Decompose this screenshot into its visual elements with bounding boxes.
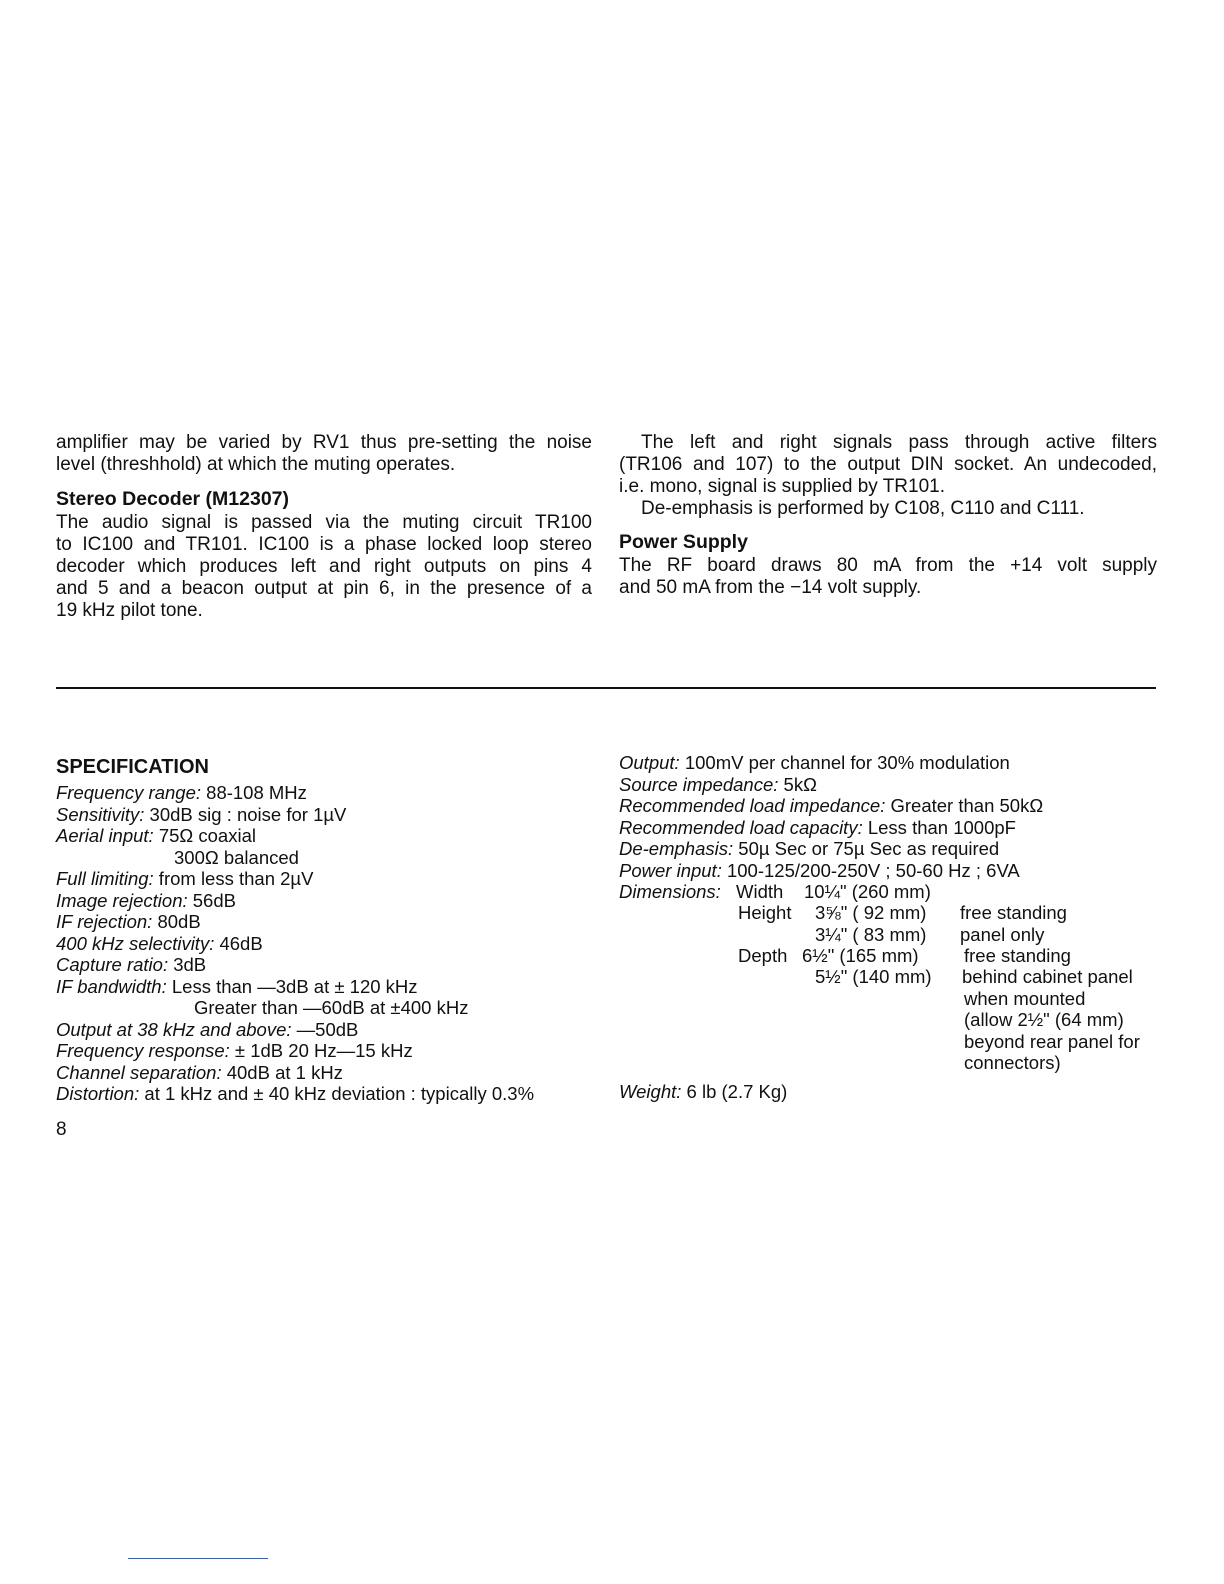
spec-label: Full limiting: — [56, 868, 154, 889]
spec-value: 40dB at 1 kHz — [221, 1061, 343, 1083]
spec-row-source-impedance — [619, 774, 1164, 796]
spec-left-column — [56, 755, 601, 1141]
dimensions-height-2-note: panel only — [960, 924, 1045, 945]
spec-row-channel-separation — [56, 1062, 601, 1084]
spec-heading: SPECIFICATION — [56, 756, 209, 778]
spec-label: Power input: — [619, 859, 722, 881]
body-line: amplifier may be varied by RV1 thus pre-setting the noise — [56, 432, 592, 453]
spec-row-output-38khz — [56, 1019, 601, 1041]
spec-label: Weight: — [619, 1081, 682, 1102]
body-line: and 50 mA from the −14 volt supply. — [619, 577, 922, 598]
spec-row-output — [619, 752, 1164, 774]
spec-row-load-impedance — [619, 795, 1164, 817]
spec-value: 100mV per channel for 30% modulation — [679, 752, 1010, 773]
section-heading-stereo-decoder: Stereo Decoder (M12307) — [56, 488, 290, 510]
spec-label: Aerial input: — [56, 825, 154, 846]
spec-value: at 1 kHz and ± 40 kHz deviation : typically 0.3% — [139, 1083, 535, 1104]
top-left-column — [56, 432, 592, 622]
dimensions-depth-1-note: free standing — [964, 945, 1071, 966]
spec-row-if-bandwidth — [56, 976, 601, 998]
spec-label: Image rejection: — [56, 889, 188, 911]
spec-label: Channel separation: — [56, 1061, 222, 1083]
top-right-column — [619, 432, 1157, 599]
body-line: 19 kHz pilot tone. — [56, 600, 203, 621]
dimensions-depth-2-note: behind cabinet panel — [962, 966, 1133, 987]
horizontal-divider — [56, 687, 1156, 689]
spec-label: Output at 38 kHz and above: — [56, 1018, 292, 1040]
spec-value: —50dB — [291, 1018, 359, 1040]
spec-value: 3dB — [168, 954, 207, 975]
dimensions-depth-2-note: connectors) — [964, 1052, 1061, 1073]
dimensions-depth-2-note: beyond rear panel for — [964, 1031, 1140, 1052]
dimensions-depth-2-note: (allow 2½" (64 mm) — [964, 1009, 1124, 1030]
spec-row-image-rejection — [56, 890, 601, 912]
dimensions-depth-1: 6½" (165 mm) — [802, 945, 919, 966]
spec-row-full-limiting — [56, 868, 601, 890]
spec-row-load-capacity — [619, 817, 1164, 839]
spec-label: Capture ratio: — [56, 954, 169, 975]
spec-row-power-input — [619, 860, 1164, 882]
spec-value: Greater than —60dB at ±400 kHz — [194, 997, 469, 1018]
spec-value: 88-108 MHz — [201, 782, 307, 803]
spec-label: Output: — [619, 752, 680, 773]
dimensions-depth-label: Depth — [738, 945, 788, 966]
dimensions-width-label: Width — [736, 881, 784, 902]
dimensions-height-1: 3⅝" ( 92 mm) — [815, 902, 927, 923]
body-line: (TR106 and 107) to the output DIN socket. An undecoded, — [619, 454, 1157, 475]
body-line: i.e. mono, signal is supplied by TR101. — [619, 476, 945, 497]
spec-right-column — [619, 752, 1164, 881]
spec-row-weight — [619, 1081, 787, 1103]
spec-row-aerial-input-2 — [56, 847, 601, 869]
spec-row-distortion — [56, 1083, 601, 1105]
body-line: and 5 and a beacon output at pin 6, in the presence of a — [56, 578, 592, 599]
body-line: The audio signal is passed via the muting circuit TR100 — [56, 512, 592, 533]
spec-row-de-emphasis — [619, 838, 1164, 860]
spec-label: Recommended load capacity: — [619, 816, 863, 838]
spec-label: 400 kHz selectivity: — [56, 932, 215, 954]
spec-value: from less than 2µV — [153, 868, 314, 889]
spec-value: 300Ω balanced — [174, 846, 299, 868]
body-line: De-emphasis is performed by C108, C110 and C111. — [641, 498, 1085, 519]
spec-row-capture-ratio — [56, 954, 601, 976]
spec-label: Recommended load impedance: — [619, 795, 886, 816]
dimensions-height-label: Height — [738, 902, 792, 923]
spec-value: 5kΩ — [778, 773, 817, 795]
spec-row-if-rejection — [56, 911, 601, 933]
body-line: The left and right signals pass through active filters — [641, 432, 1157, 453]
body-line: decoder which produces left and right outputs on pins 4 — [56, 556, 592, 577]
dimensions-depth-2-note: when mounted — [964, 988, 1086, 1009]
dimensions-height-2: 3¼" ( 83 mm) — [815, 924, 927, 945]
spec-label: IF bandwidth: — [56, 975, 167, 997]
spec-label: Distortion: — [56, 1083, 140, 1104]
spec-value: 80dB — [152, 911, 201, 932]
spec-value: 6 lb (2.7 Kg) — [681, 1081, 788, 1102]
page-number: 8 — [56, 1118, 67, 1140]
spec-value: ± 1dB 20 Hz—15 kHz — [229, 1040, 413, 1061]
section-heading-power-supply: Power Supply — [619, 531, 748, 553]
spec-row-if-bandwidth-2 — [56, 997, 601, 1019]
dimensions-depth-2: 5½" (140 mm) — [815, 966, 932, 987]
spec-row-selectivity — [56, 933, 601, 955]
dimensions-height-1-note: free standing — [960, 902, 1067, 923]
spec-value: 46dB — [214, 932, 263, 954]
body-line: to IC100 and TR101. IC100 is a phase locked loop stereo — [56, 534, 592, 555]
spec-label: IF rejection: — [56, 911, 153, 932]
dimensions-label: Dimensions: — [619, 881, 721, 902]
spec-value: 30dB sig : noise for 1µV — [144, 803, 347, 825]
spec-value: Less than —3dB at ± 120 kHz — [166, 975, 418, 997]
spec-value: 75Ω coaxial — [153, 825, 256, 846]
spec-row-aerial-input — [56, 825, 601, 847]
body-line: The RF board draws 80 mA from the +14 volt supply — [619, 555, 1157, 576]
dimensions-width-value: 10¼" (260 mm) — [804, 881, 931, 902]
spec-row-frequency-range — [56, 782, 601, 804]
spec-value: Greater than 50kΩ — [885, 795, 1044, 816]
spec-label: Sensitivity: — [56, 803, 145, 825]
footer-line — [128, 1558, 268, 1559]
spec-value: Less than 1000pF — [862, 816, 1016, 838]
spec-row-frequency-response — [56, 1040, 601, 1062]
spec-value: 50µ Sec or 75µ Sec as required — [733, 838, 1000, 859]
spec-label: Frequency range: — [56, 782, 202, 803]
spec-label: De-emphasis: — [619, 838, 734, 859]
spec-value: 56dB — [187, 889, 236, 911]
spec-row-sensitivity — [56, 804, 601, 826]
spec-label: Frequency response: — [56, 1040, 230, 1061]
body-line: level (threshhold) at which the muting operates. — [56, 454, 456, 475]
spec-label: Source impedance: — [619, 773, 779, 795]
spec-value: 100-125/200-250V ; 50-60 Hz ; 6VA — [721, 859, 1020, 881]
